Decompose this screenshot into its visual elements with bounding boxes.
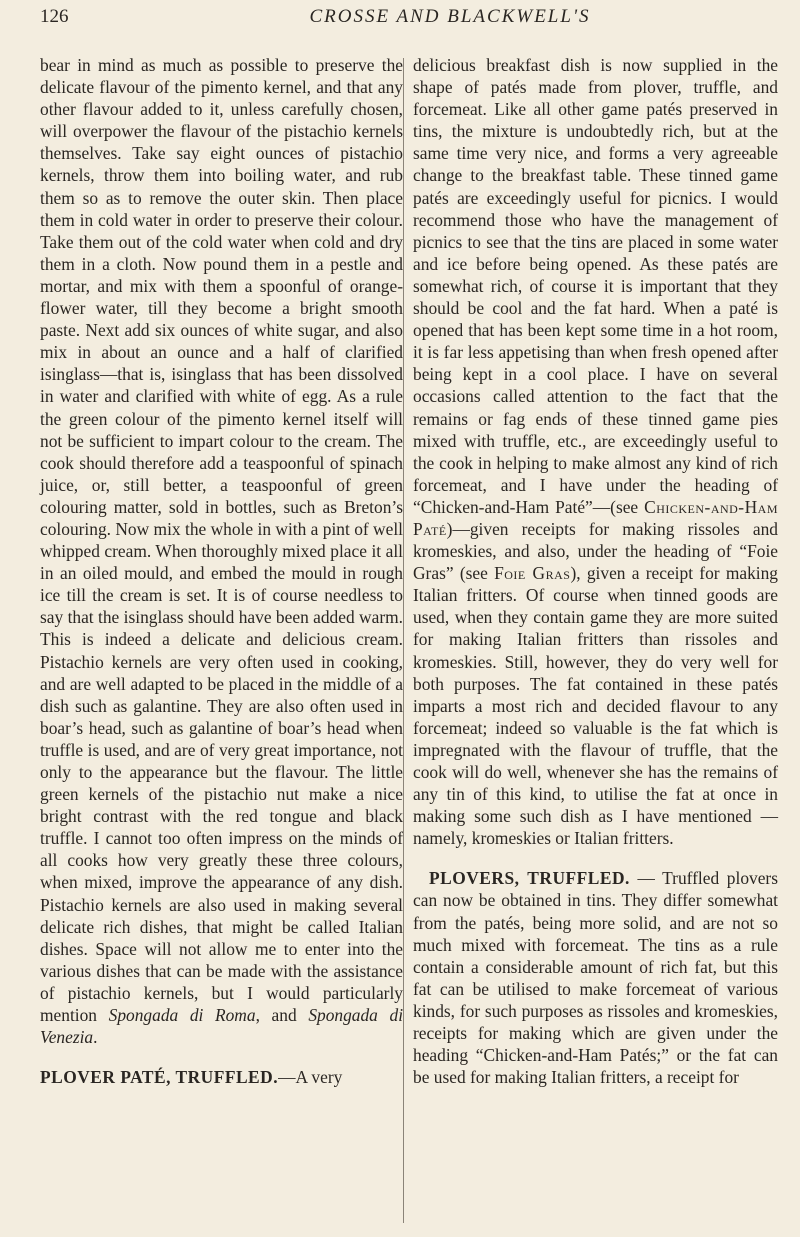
paragraph [413,54,778,849]
paragraph-text: ), given a receipt for making Italian fritters. Of course when tinned goods are used, when they contain game they are more suited for making Italian fritters than rissoles and kromeskies. Still, however, they do very well for both purposes. The fat contained in these patés imparts a most rich and decided flavour to any forcemeat; indeed so valuable is the fat which is impregnated with the flavour of truffle, that the cook will do well, whenever she has the remains of any tin of this kind, to utilise the fat at once in making some such dish as I have mentioned — namely, kromeskies or Italian fritters. [413,563,779,849]
left-column [40,54,403,1088]
right-column [413,54,778,1088]
cross-reference: Foie Gras [494,563,571,584]
italic-title: Spongada di Roma [108,1005,256,1026]
section-heading: PLOVER PATÉ, TRUFFLED. [40,1067,279,1088]
paragraph [40,54,403,1048]
column-divider [403,58,404,1223]
paragraph-text: )—given receipts for making rissoles and kromeskies, and also, under the heading of “Foie Gras” (see [413,518,778,584]
punctuation: . [93,1027,98,1048]
section-text: —A very [278,1067,343,1088]
section-text: — Truffled plovers can now be obtained in tins. They differ somewhat from the patés, being more solid, and are not so much mixed with forcemeat. The tins as a rule contain a considerable amount of rich fat, but this fat can be utilised to make forcemeat of various kinds, for such purposes as rissoles and kromeskies, receipts for making which are given under the heading “Chicken-and-Ham Patés;” or the fat can be used for making Italian fritters, a receipt for [413,868,778,1088]
paragraph-text: bear in mind as much as possible to preserve the delicate flavour of the pimento kernel, and that any other flavour added to it, unless carefully chosen, will overpower the flavour of the pistachio kernels themselves. Take say eight ounces of pistachio kernels, throw them into boiling water, and rub them so as to remove the outer skin. Then place them in cold water in order to preserve their colour. Take them out of the cold water when cold and dry them in a cloth. Now pound them in a pestle and mortar, and mix with them a spoonful of orange-flower water, till they become a bright smooth paste. Next add six ounces of white sugar, and also mix in about an ounce and a half of clarified isinglass—that is, isinglass that has been dissolved in water and clarified with white of egg. As a rule the green colour of the pimento kernel itself will not be sufficient to impart colour to the cream. The cook should therefore add a teaspoonful of spinach juice, or, still better, a teaspoonful of green colouring matter, sold in bottles, such as Breton’s colouring. Now mix the whole in with a pint of well whipped cream. When thoroughly mixed place it all in an oiled mould, and embed the mould in rough ice till the cream is set. It is of course needless to say that the isinglass should have been added warm. This is indeed a delicate and delicious cream. Pistachio kernels are very often used in cooking, and are well adapted to be placed in the middle of a dish such as galantine. They are also often used in boar’s head, such as galantine of boar’s head when truffle is used, and are of very great importance, not only to the appearance but the flavour. The little green kernels of the pistachio nut make a nice bright contrast with the red tongue and black truffle. I cannot too often impress on the minds of all cooks how very greatly these three colours, when mixed, improve the appearance of any dish. Pistachio kernels are also used in making several delicate rich dishes, that might be called Italian dishes. Space will not allow me to enter into the various dishes that can be made with the assistance of pistachio kernels, but I would particularly mention [40,55,403,1026]
page-header [40,6,760,30]
section-plover-pate [40,1066,403,1088]
cross-reference: Chicken-and-Ham Paté [413,496,778,539]
section-plovers-truffled [413,867,778,1088]
page-number: 126 [40,6,69,27]
running-head: CROSSE AND BLACKWELL'S [309,6,591,27]
conjunction: , and [255,1005,309,1026]
section-heading: PLOVERS, TRUFFLED. [429,868,630,889]
italic-title: Spongada di Venezia [40,1005,404,1048]
paragraph-text: delicious breakfast dish is now supplied in the shape of patés made from plover, truffle, and forcemeat. Like all other game patés preserved in tins, the mixture is undoubtedly rich, but at the same time very nice, and forms a very agreeable change to the breakfast table. These tinned game patés are exceedingly useful for picnics. I would recommend those who have the management of picnics to see that the tins are placed in some water and ice before being opened. As these patés are somewhat rich, of course it is important that they should be cool and the fat hard. When a paté is opened that has been kept some time in a hot room, it is far less appetising than when fresh opened after being kept in a cool place. I have on several occasions called attention to the fact that the remains or fag ends of these tinned game pies mixed with truffle, etc., are exceedingly useful to the cook in helping to make almost any kind of rich forcemeat, and I have under the heading of “Chicken-and-Ham Paté”—(see [413,55,778,517]
